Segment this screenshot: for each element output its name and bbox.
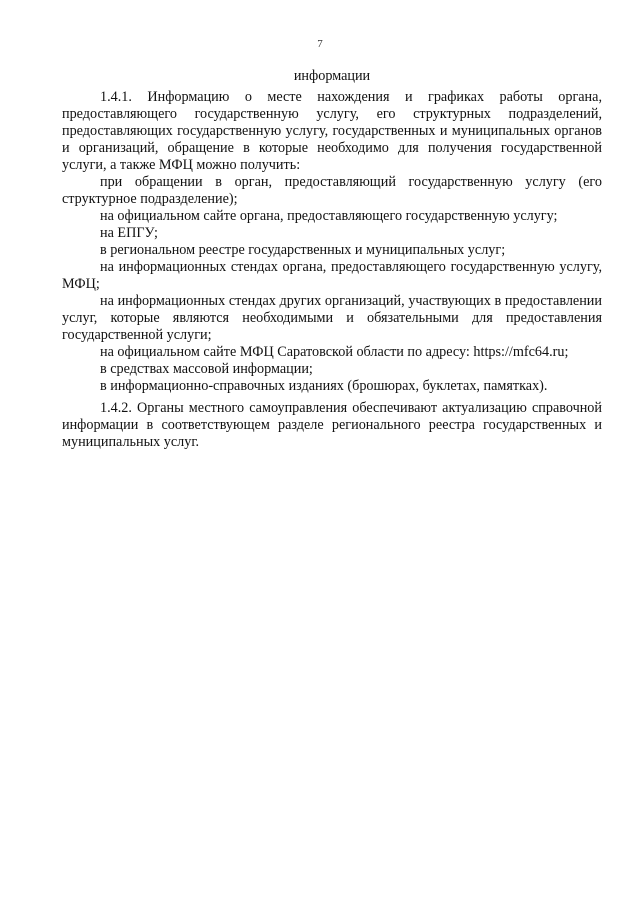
list-item-epgu: на ЕПГУ;	[100, 225, 158, 241]
paragraph-1-4-1: 1.4.1. Информацию о месте нахождения и графиках работы органа, предоставляющего государственную услугу, его структурных подразделений, предоставляющих государственную услугу, государственных и муниципальных органов и организаций, обращение в которые необходимо для получения государственной услуги, а также МФЦ можно получить:	[62, 89, 602, 173]
list-item-organ-stands: на информационных стендах органа, предоставляющего государственную услугу, МФЦ;	[62, 259, 602, 292]
list-item-mass-media: в средствах массовой информации;	[100, 361, 313, 377]
list-item-reference-publications: в информационно-справочных изданиях (брошюрах, буклетах, памятках).	[100, 378, 548, 394]
section-heading: информации	[293, 68, 371, 84]
list-item-other-org-stands: на информационных стендах других организаций, участвующих в предоставлении услуг, которые являются необходимыми и обязательными для предоставления государственной услуги;	[62, 293, 602, 343]
list-item-mfc-site: на официальном сайте МФЦ Саратовской области по адресу: https://mfc64.ru;	[100, 344, 569, 360]
page-number: 7	[317, 38, 323, 50]
list-item-in-person: при обращении в орган, предоставляющий государственную услугу (его структурное подразделение);	[62, 174, 602, 207]
list-item-official-site: на официальном сайте органа, предоставляющего государственную услугу;	[100, 208, 558, 224]
paragraph-1-4-2: 1.4.2. Органы местного самоуправления обеспечивают актуализацию справочной информации в соответствующем разделе регионального реестра государственных и муниципальных услуг.	[62, 400, 602, 450]
document-body	[62, 68, 602, 451]
list-item-regional-registry: в региональном реестре государственных и муниципальных услуг;	[100, 242, 506, 258]
